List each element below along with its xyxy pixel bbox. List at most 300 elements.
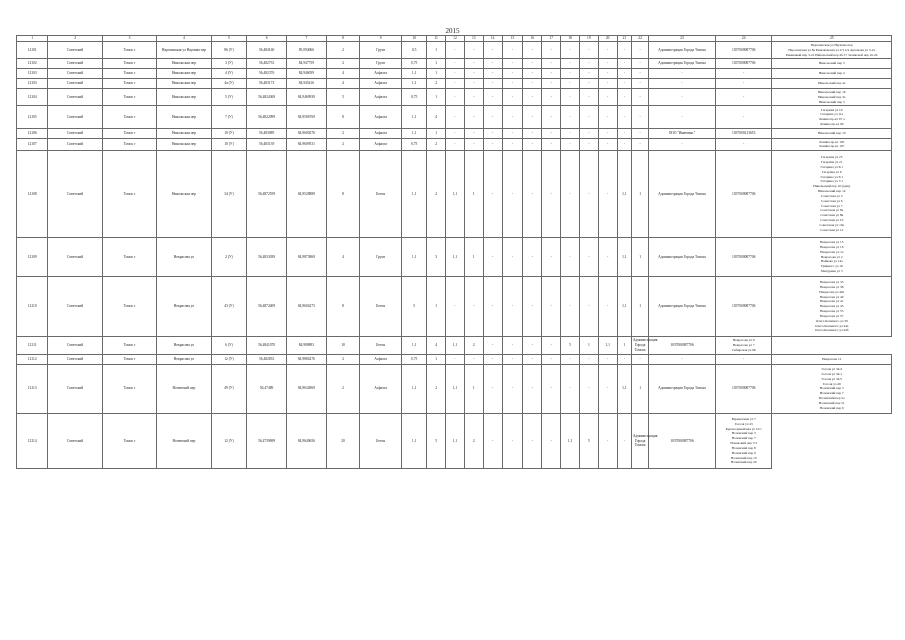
- table-cell: -: [523, 337, 542, 354]
- table-cell: -: [598, 354, 617, 364]
- table-cell: -: [542, 69, 561, 79]
- column-header: 20: [598, 36, 617, 42]
- table-cell: 84,945416: [287, 79, 327, 89]
- column-header: 5: [211, 36, 247, 42]
- address-line: Нарочанская ул 8а Рыжаковская ул 2/3 2/4 Артемова ул 3-41: [788, 47, 876, 52]
- address-line: Ночевский пер 5: [819, 386, 844, 391]
- address-line: Ночевский пер 7/2: [730, 441, 758, 446]
- table-cell: 1037000087706: [715, 150, 772, 237]
- table-cell: -: [561, 79, 580, 89]
- table-cell: Советский: [48, 337, 102, 354]
- address-line: Некрасова ул 7: [732, 343, 755, 348]
- address-line: Некрасова ул 45: [820, 304, 844, 309]
- served-addresses-cell: [772, 364, 892, 414]
- table-cell: -: [542, 337, 561, 354]
- served-addresses-cell: [772, 59, 892, 69]
- table-row: [17, 89, 892, 106]
- table-cell: -: [617, 128, 632, 138]
- table-cell: -: [523, 138, 542, 150]
- table-cell: -: [446, 79, 465, 89]
- table-cell: -: [502, 238, 523, 277]
- table-cell: -: [632, 106, 649, 129]
- table-cell: Томск г: [102, 337, 156, 354]
- table-cell: 2: [464, 414, 483, 469]
- column-header: 3: [102, 36, 156, 42]
- table-cell: 1,1: [402, 414, 427, 469]
- table-cell: -: [464, 128, 483, 138]
- table-cell: 0,5: [402, 42, 427, 59]
- table-cell: -: [648, 69, 715, 79]
- address-line: Гоголя ул 34/1: [821, 371, 842, 376]
- table-cell: -: [523, 89, 542, 106]
- table-cell: Никольская пер: [157, 138, 211, 150]
- table-cell: Бетон: [360, 150, 402, 237]
- table-cell: -: [561, 150, 580, 237]
- table-cell: -: [598, 138, 617, 150]
- table-cell: -: [464, 276, 483, 336]
- column-header: 12: [446, 36, 465, 42]
- table-cell: 1,1: [402, 106, 427, 129]
- address-line: Верещагина ул 7: [731, 416, 756, 421]
- page-title: 2015: [445, 27, 460, 35]
- table-cell: Никольская пер: [157, 89, 211, 106]
- table-cell: -: [483, 354, 502, 364]
- table-cell: -: [446, 128, 465, 138]
- table-cell: 84,9469939: [287, 89, 327, 106]
- table-cell: 84,9884276: [287, 354, 327, 364]
- table-cell: Бетон: [360, 276, 402, 336]
- address-line: Некрасова ул 1е: [820, 249, 844, 254]
- table-cell: Советский: [48, 150, 102, 237]
- table-cell: Грунт: [360, 59, 402, 69]
- table-cell: 1,1: [446, 150, 465, 237]
- column-header: 14: [483, 36, 502, 42]
- table-cell: -: [483, 106, 502, 129]
- served-addresses-cell: [772, 128, 892, 138]
- table-cell: -: [561, 238, 580, 277]
- table-cell: -: [464, 138, 483, 150]
- table-row: [17, 276, 892, 336]
- table-cell: Советский: [48, 79, 102, 89]
- served-addresses-cell: [772, 79, 892, 89]
- address-line: Ночевский пер 3: [731, 431, 756, 436]
- table-cell: -: [561, 42, 580, 59]
- table-cell: Администрация Города Томска: [648, 59, 715, 69]
- table-cell: Асфальт: [360, 89, 402, 106]
- table-cell: Советский: [48, 89, 102, 106]
- table-cell: Грунт: [360, 238, 402, 277]
- column-header: 8: [326, 36, 359, 42]
- table-cell: -: [483, 128, 502, 138]
- table-cell: -: [483, 238, 502, 277]
- address-line: Ленина пр-кт 105: [819, 139, 845, 144]
- table-row: [17, 414, 892, 469]
- table-cell: -: [617, 69, 632, 79]
- table-cell: -: [502, 59, 523, 69]
- table-cell: Томск г: [102, 59, 156, 69]
- table-cell: 0,75: [402, 138, 427, 150]
- table-cell: 56,4824369: [247, 89, 287, 106]
- table-cell: Ночевский пер: [157, 364, 211, 414]
- table-cell: 1,1: [617, 238, 632, 277]
- table-cell: -: [502, 128, 523, 138]
- table-cell: -: [542, 59, 561, 69]
- table-cell: 12110: [17, 276, 48, 336]
- address-line: Ночевский пер 7: [819, 391, 844, 396]
- table-cell: Асфальт: [360, 364, 402, 414]
- table-cell: 12114: [17, 414, 48, 469]
- table-cell: 2 (У): [211, 238, 247, 277]
- table-cell: -: [523, 69, 542, 79]
- table-cell: 5 (У): [211, 89, 247, 106]
- table-cell: Томск г: [102, 414, 156, 469]
- table-cell: Советский: [48, 59, 102, 69]
- table-cell: 84,9600276: [287, 128, 327, 138]
- table-cell: 56,482376: [247, 69, 287, 79]
- table-cell: -: [617, 59, 632, 69]
- served-addresses-cell: [772, 42, 892, 59]
- table-cell: 56,4872409: [247, 276, 287, 336]
- table-cell: 1037000087706: [715, 238, 772, 277]
- table-cell: -: [464, 354, 483, 364]
- table-cell: 56,482733: [247, 59, 287, 69]
- address-line: Некрасова ул 57: [820, 313, 844, 318]
- table-cell: 84,9632869: [287, 364, 327, 414]
- table-cell: 4 (У): [211, 69, 247, 79]
- table-cell: 2: [326, 364, 359, 414]
- table-cell: -: [579, 150, 598, 237]
- table-cell: Нарочанская ул Наумова пер: [157, 42, 211, 59]
- address-line: Советская ул 12: [820, 227, 844, 232]
- address-line: Никольский пер 10: [817, 131, 846, 136]
- table-cell: 84,9609531: [287, 138, 327, 150]
- address-line: Ночевский пер 9: [731, 450, 756, 455]
- address-line: Гагарина ул 6: [821, 169, 842, 174]
- column-header: 21: [617, 36, 632, 42]
- table-cell: -: [632, 59, 649, 69]
- table-cell: 1,1: [402, 79, 427, 89]
- address-line: Никольский пер 3: [818, 61, 845, 66]
- column-header: 10: [402, 36, 427, 42]
- table-row: [17, 59, 892, 69]
- table-cell: -: [542, 150, 561, 237]
- table-cell: -: [561, 128, 580, 138]
- address-line: Олега Кошевого ул 44б: [814, 328, 849, 333]
- address-line: Некрасова ул 33: [820, 280, 844, 285]
- table-cell: 5: [402, 276, 427, 336]
- table-cell: -: [598, 414, 617, 469]
- address-line: Гагарина ул 6/1: [820, 164, 843, 169]
- table-cell: Асфальт: [360, 106, 402, 129]
- table-cell: -: [648, 138, 715, 150]
- table-cell: 1: [427, 128, 446, 138]
- table-cell: 0,75: [402, 59, 427, 69]
- table-row: [17, 138, 892, 150]
- table-cell: 1037000087706: [648, 414, 715, 469]
- table-cell: 1: [427, 59, 446, 69]
- table-cell: 56,4833039: [247, 238, 287, 277]
- table-row: [17, 42, 892, 59]
- table-row: [17, 337, 892, 354]
- served-addresses-cell: [772, 276, 892, 336]
- address-line: Советская ул 10а: [819, 222, 845, 227]
- table-cell: 84,9873869: [287, 238, 327, 277]
- table-cell: -: [542, 354, 561, 364]
- table-cell: 4: [326, 79, 359, 89]
- table-cell: Никольская пер: [157, 150, 211, 237]
- table-cell: -: [542, 138, 561, 150]
- table-cell: Томск г: [102, 42, 156, 59]
- table-cell: 1,1: [617, 364, 632, 414]
- table-cell: -: [598, 69, 617, 79]
- table-cell: -: [542, 106, 561, 129]
- table-cell: -: [483, 69, 502, 79]
- table-cell: 12112: [17, 354, 48, 364]
- table-cell: 12 (У): [211, 354, 247, 364]
- table-cell: 20: [326, 414, 359, 469]
- table-cell: 4: [427, 337, 446, 354]
- address-line: Никольский пер 16: [817, 90, 846, 95]
- table-cell: 4: [326, 238, 359, 277]
- table-cell: Никольская пер: [157, 69, 211, 79]
- served-addresses-cell: [772, 69, 892, 79]
- table-cell: 34 (У): [211, 150, 247, 237]
- table-cell: 1,1: [402, 364, 427, 414]
- table-cell: 84,946059: [287, 69, 327, 79]
- table-cell: 2: [326, 128, 359, 138]
- table-cell: 1,1: [598, 337, 617, 354]
- address-line: Советская ул 5: [821, 193, 843, 198]
- table-cell: -: [502, 276, 523, 336]
- table-cell: 1: [427, 89, 446, 106]
- table-cell: 10 (У): [211, 128, 247, 138]
- table-row: [17, 106, 892, 129]
- served-addresses-cell: [715, 337, 772, 354]
- address-line: Ленина пр-кт 107: [819, 144, 845, 149]
- table-cell: -: [561, 276, 580, 336]
- table-cell: -: [464, 89, 483, 106]
- table-cell: ООО "Инвемакс": [648, 128, 715, 138]
- table-cell: -: [464, 106, 483, 129]
- table-cell: 1: [632, 150, 649, 237]
- address-line: Ночевский пер 10: [730, 455, 757, 460]
- table-row: [17, 354, 892, 364]
- address-line: Гагарина ул 10: [821, 107, 843, 112]
- table-cell: -: [523, 79, 542, 89]
- table-cell: Никольская пер: [157, 106, 211, 129]
- table-cell: 1037000087706: [648, 337, 715, 354]
- served-addresses-cell: [772, 106, 892, 129]
- table-cell: -: [632, 69, 649, 79]
- table-cell: Советский: [48, 42, 102, 59]
- table-cell: 84,9604273: [287, 276, 327, 336]
- table-cell: -: [561, 69, 580, 79]
- table-cell: Томск г: [102, 106, 156, 129]
- table-cell: Томск г: [102, 89, 156, 106]
- table-cell: Администрация Города Томска: [648, 150, 715, 237]
- table-cell: 56,483089: [247, 128, 287, 138]
- address-line: Советская ул 8в: [820, 213, 844, 218]
- table-cell: Асфальт: [360, 128, 402, 138]
- column-header: 19: [579, 36, 598, 42]
- table-cell: -: [542, 414, 561, 469]
- column-header: 24: [715, 36, 772, 42]
- table-cell: -: [502, 150, 523, 237]
- served-addresses-cell: [772, 354, 892, 364]
- table-cell: 1,1: [617, 276, 632, 336]
- table-cell: -: [579, 59, 598, 69]
- table-cell: -: [617, 42, 632, 59]
- address-line: Некрасова ул 2: [820, 254, 843, 259]
- table-cell: 56,483173: [247, 79, 287, 89]
- table-cell: Некрасова ул: [157, 337, 211, 354]
- table-cell: Томск г: [102, 79, 156, 89]
- table-cell: -: [561, 364, 580, 414]
- address-line: Некрасова ул 6: [732, 338, 755, 343]
- table-cell: -: [483, 42, 502, 59]
- table-cell: 5: [427, 414, 446, 469]
- table-cell: Советский: [48, 106, 102, 129]
- table-cell: -: [483, 59, 502, 69]
- table-cell: -: [542, 89, 561, 106]
- table-cell: -: [598, 276, 617, 336]
- table-cell: 56,4822099: [247, 106, 287, 129]
- address-line: Олега Кошевого ул 44а: [815, 323, 849, 328]
- column-header: 2: [48, 36, 102, 42]
- column-header: 13: [464, 36, 483, 42]
- table-cell: -: [579, 364, 598, 414]
- register-table: [16, 35, 892, 469]
- address-line: Ночевский пер 6: [819, 405, 844, 410]
- table-cell: 1: [464, 364, 483, 414]
- address-line: Гагарина ул 6/1: [820, 174, 843, 179]
- column-header: 17: [542, 36, 561, 42]
- table-cell: 1,1: [402, 69, 427, 79]
- table-cell: -: [502, 364, 523, 414]
- table-cell: -: [632, 128, 649, 138]
- address-line: Никольский пер 3: [818, 99, 845, 104]
- address-line: Никольский пер 4: [818, 71, 845, 76]
- address-line: Гоголя ул 34/4: [821, 367, 842, 372]
- column-header: 4: [157, 36, 211, 42]
- table-cell: 84,980893: [287, 337, 327, 354]
- table-cell: Никольская пер: [157, 59, 211, 69]
- table-cell: Томск г: [102, 354, 156, 364]
- table-cell: -: [446, 69, 465, 79]
- table-cell: 1,1: [446, 238, 465, 277]
- address-line: Некрасова ул 16: [820, 244, 844, 249]
- address-line: Гагарина ул 7/1: [820, 179, 843, 184]
- table-cell: 5: [579, 414, 598, 469]
- table-cell: -: [464, 59, 483, 69]
- table-row: [17, 150, 892, 237]
- table-cell: Никольская пер: [157, 128, 211, 138]
- address-line: Ночевский пер 5а: [818, 396, 845, 401]
- table-cell: 2: [326, 354, 359, 364]
- table-cell: -: [579, 354, 598, 364]
- table-cell: 1: [464, 150, 483, 237]
- table-body: [17, 42, 892, 469]
- address-line: Гагарина ул 21: [821, 160, 843, 165]
- table-cell: 0,75: [402, 89, 427, 106]
- address-line: Мичурина ул 3: [820, 269, 843, 274]
- table-cell: 12106: [17, 128, 48, 138]
- table-cell: 56,4872559: [247, 150, 287, 237]
- table-cell: -: [502, 414, 523, 469]
- address-line: Ночевский пер 51: [818, 400, 845, 405]
- table-cell: -: [523, 150, 542, 237]
- table-cell: -: [483, 364, 502, 414]
- served-addresses-cell: [772, 150, 892, 237]
- address-line: Некрасова ул 38: [820, 284, 844, 289]
- table-cell: -: [446, 138, 465, 150]
- table-cell: Томск г: [102, 364, 156, 414]
- address-line: Ночевский пер 7: [731, 436, 756, 441]
- column-header: 22: [632, 36, 649, 42]
- table-cell: -: [502, 69, 523, 79]
- table-cell: 1: [427, 276, 446, 336]
- table-cell: -: [648, 354, 715, 364]
- table-cell: -: [598, 150, 617, 237]
- table-cell: -: [523, 128, 542, 138]
- column-header: 18: [561, 36, 580, 42]
- table-cell: 84,9640656: [287, 414, 327, 469]
- table-cell: 8: [326, 106, 359, 129]
- table-cell: Томск г: [102, 150, 156, 237]
- table-cell: 1: [579, 337, 598, 354]
- table-row: [17, 238, 892, 277]
- table-cell: 56,483139: [247, 138, 287, 150]
- address-line: Рыжковый пер 3-41 Никольский пер 4б-17 Заливской пер 10-24: [785, 52, 878, 57]
- table-cell: -: [598, 128, 617, 138]
- table-cell: -: [542, 128, 561, 138]
- table-cell: -: [579, 128, 598, 138]
- table-cell: 1: [632, 364, 649, 414]
- table-cell: -: [648, 89, 715, 106]
- table-cell: -: [483, 150, 502, 237]
- table-cell: 12107: [17, 138, 48, 150]
- table-cell: 2: [427, 138, 446, 150]
- table-cell: 1: [427, 42, 446, 59]
- table-cell: -: [446, 89, 465, 106]
- table-cell: 12105: [17, 106, 48, 129]
- table-cell: -: [483, 138, 502, 150]
- table-cell: Никольская пер: [157, 79, 211, 89]
- address-line: Некрасова ул 41: [820, 299, 844, 304]
- table-cell: -: [715, 106, 772, 129]
- table-cell: -: [446, 42, 465, 59]
- table-cell: -: [523, 364, 542, 414]
- column-header: 6: [247, 36, 287, 42]
- table-cell: -: [617, 79, 632, 89]
- table-cell: 43 (У): [211, 276, 247, 336]
- table-cell: 12103: [17, 69, 48, 79]
- table-cell: Администрация Города Томска: [648, 42, 715, 59]
- table-cell: 1,1: [617, 150, 632, 237]
- table-cell: -: [561, 354, 580, 364]
- table-cell: -: [648, 79, 715, 89]
- table-cell: -: [464, 42, 483, 59]
- table-cell: 12113: [17, 364, 48, 414]
- table-cell: 4а (У): [211, 79, 247, 89]
- table-cell: -: [542, 276, 561, 336]
- table-cell: 1,1: [446, 364, 465, 414]
- table-cell: Советский: [48, 138, 102, 150]
- address-line: Ночевский пер 20: [730, 460, 757, 465]
- address-line: Некрасова ул 40а: [819, 289, 845, 294]
- table-cell: 1037000087706: [715, 42, 772, 59]
- table-cell: 1: [427, 69, 446, 79]
